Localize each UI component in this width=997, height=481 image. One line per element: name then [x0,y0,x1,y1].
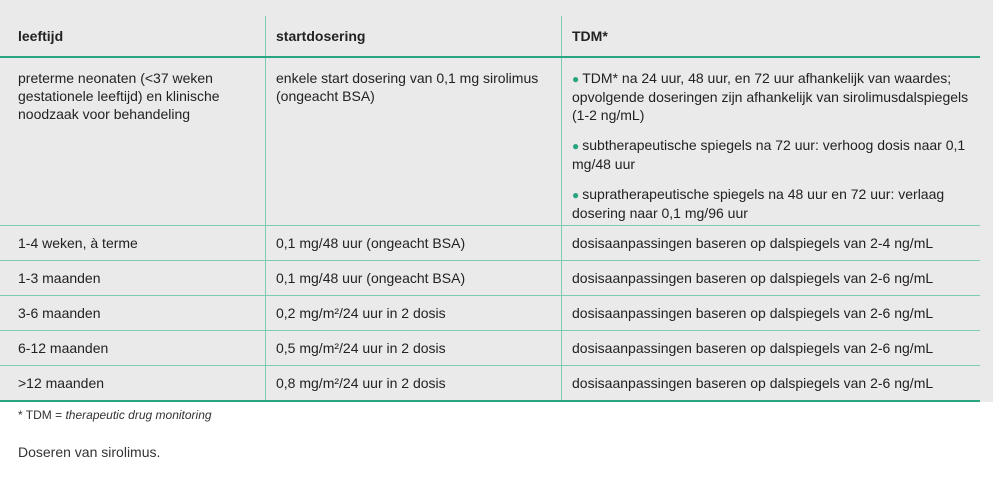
bullet-dot-icon: ● [572,72,580,86]
cell-age: preterme neonaten (<37 weken gestationele leeftijd) en klinische noodzaak voor behandeling [0,57,266,226]
cell-age: 1-4 weken, à terme [0,226,266,261]
footnote [18,408,212,422]
tdm-bullet-text: subtherapeutische spiegels na 72 uur: verhoog dosis naar 0,1 mg/48 uur [572,137,966,172]
table-row [0,366,980,402]
tdm-bullet [572,69,970,124]
cell-dose: 0,5 mg/m²/24 uur in 2 dosis [266,331,562,366]
table-row [0,296,980,331]
table-row [0,226,980,261]
header-startdosering: startdosering [266,16,562,57]
table-row [0,261,980,296]
cell-tdm: dosisaanpassingen baseren op dalspiegels van 2-4 ng/mL [562,226,981,261]
cell-age: 1-3 maanden [0,261,266,296]
bullet-dot-icon: ● [572,139,580,153]
tdm-bullet [572,185,970,222]
bullet-dot-icon: ● [572,188,580,202]
cell-age: 6-12 maanden [0,331,266,366]
footnote-term: therapeutic drug monitoring [65,408,212,422]
cell-dose: 0,1 mg/48 uur (ongeacht BSA) [266,261,562,296]
dosing-table [0,16,980,402]
cell-tdm: dosisaanpassingen baseren op dalspiegels van 2-6 ng/mL [562,261,981,296]
tdm-bullet-text: TDM* na 24 uur, 48 uur, en 72 uur afhankelijk van waardes; opvolgende doseringen zijn afhankelijk van sirolimusdalspiegels (1-2 ng/mL) [572,70,969,123]
cell-tdm: dosisaanpassingen baseren op dalspiegels van 2-6 ng/mL [562,366,981,402]
cell-tdm: dosisaanpassingen baseren op dalspiegels van 2-6 ng/mL [562,331,981,366]
cell-tdm: dosisaanpassingen baseren op dalspiegels van 2-6 ng/mL [562,296,981,331]
figure-caption: Doseren van sirolimus. [18,444,161,460]
footnote-prefix: * TDM = [18,408,66,422]
tdm-bullet [572,136,970,173]
table-row [0,331,980,366]
cell-dose: 0,8 mg/m²/24 uur in 2 dosis [266,366,562,402]
cell-tdm [562,57,981,226]
cell-age: >12 maanden [0,366,266,402]
header-tdm: TDM* [562,16,981,57]
cell-dose: enkele start dosering van 0,1 mg sirolimus (ongeacht BSA) [266,57,562,226]
table-row [0,57,980,226]
table-header-row [0,16,980,57]
cell-dose: 0,1 mg/48 uur (ongeacht BSA) [266,226,562,261]
header-leeftijd: leeftijd [0,16,266,57]
tdm-bullet-text: supratherapeutische spiegels na 48 uur en 72 uur: verlaag dosering naar 0,1 mg/96 uur [572,186,945,221]
cell-age: 3-6 maanden [0,296,266,331]
cell-dose: 0,2 mg/m²/24 uur in 2 dosis [266,296,562,331]
